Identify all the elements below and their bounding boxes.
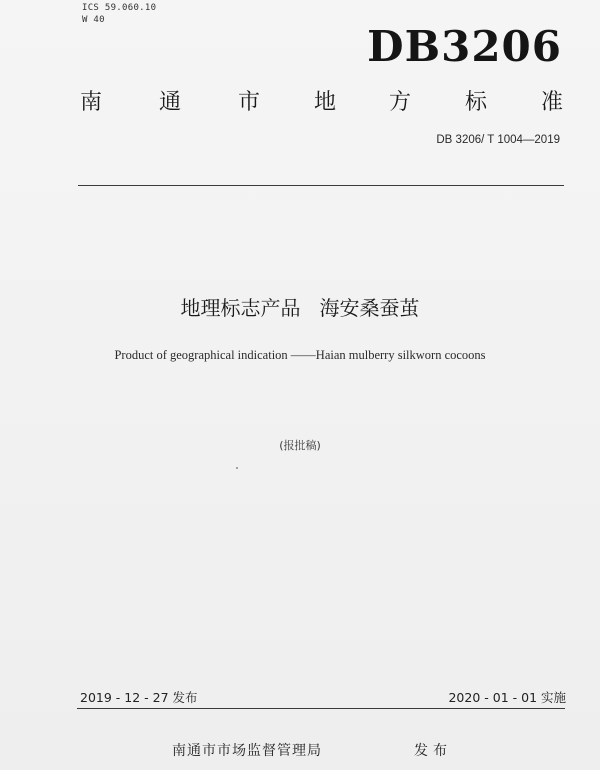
- scan-speck: [236, 467, 238, 469]
- standard-type-title: [75, 86, 575, 120]
- db-code-logo: DB3206: [367, 22, 562, 71]
- standard-title-char: 准: [541, 90, 564, 115]
- footer-divider: [77, 708, 565, 709]
- publish-label: 发布: [414, 743, 452, 759]
- publisher-name: 南通市市场监督管理局: [172, 743, 322, 759]
- standard-number: DB 3206/ T 1004—2019: [436, 134, 560, 146]
- standard-title-char: 通: [159, 90, 182, 115]
- standard-title-char: 标: [465, 90, 488, 115]
- category-code: W 40: [82, 15, 105, 25]
- ics-code: ICS 59.060.10: [82, 3, 157, 13]
- standard-title-char: 方: [389, 90, 412, 115]
- issue-date: 2019 - 12 - 27 发布: [80, 690, 198, 705]
- document-title-en: Product of geographical indication ——Haian mulberry silkworn cocoons: [114, 348, 486, 362]
- standard-title-char: 南: [80, 90, 103, 115]
- document-title-cn: 地理标志产品 海安桑蚕茧: [180, 296, 420, 320]
- header-divider: [78, 185, 564, 186]
- implementation-date: 2020 - 01 - 01 实施: [448, 690, 566, 705]
- standard-title-char: 地: [314, 90, 337, 115]
- standard-title-char: 市: [238, 90, 261, 115]
- draft-status-label: (报批稿): [279, 439, 321, 452]
- classification-codes: [82, 2, 156, 26]
